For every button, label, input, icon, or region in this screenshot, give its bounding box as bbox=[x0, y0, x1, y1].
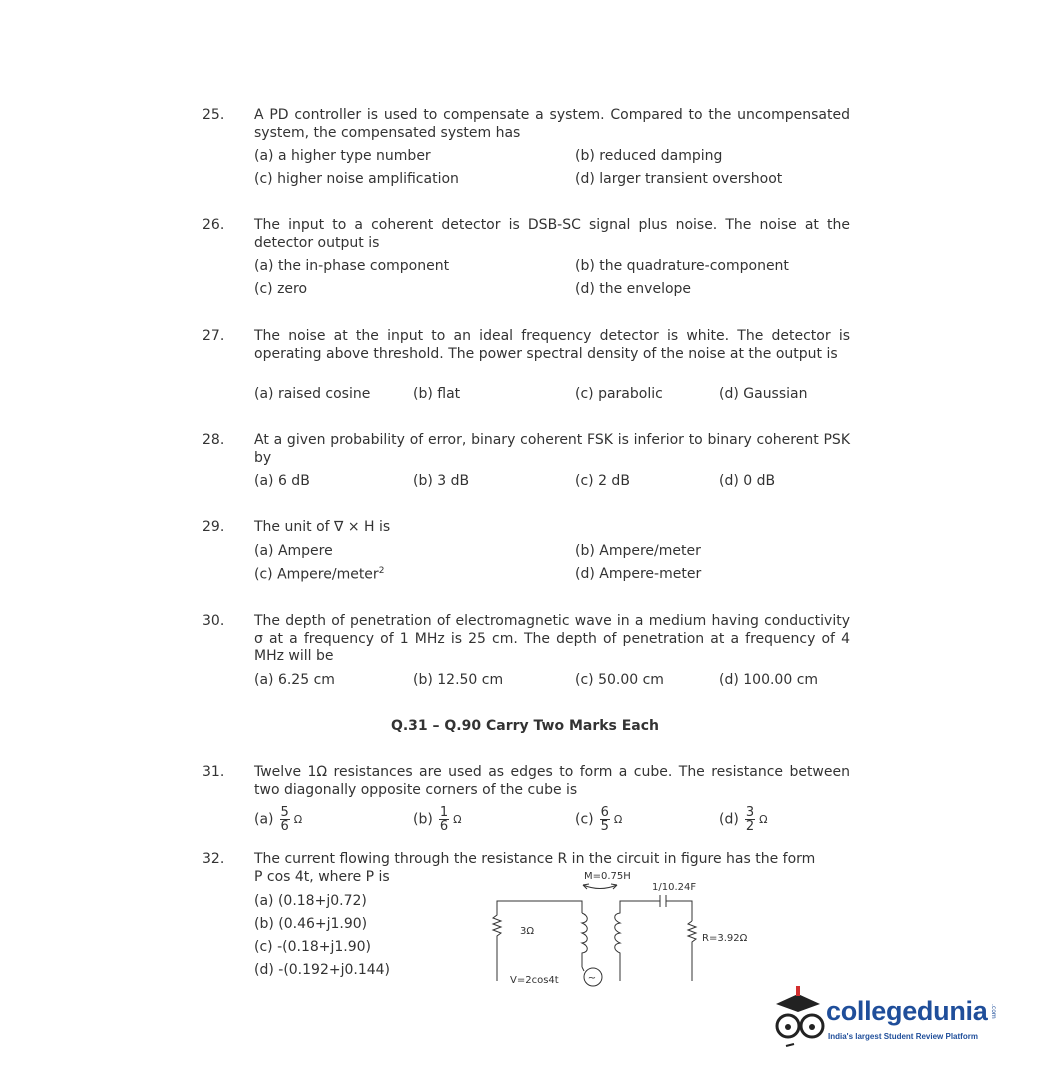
question-text: The unit of ∇ × H is bbox=[254, 519, 391, 535]
question-number: 30. bbox=[202, 613, 225, 629]
option-label: (b) bbox=[413, 811, 433, 828]
denominator: 6 bbox=[280, 819, 289, 834]
option-a: (a) (0.18+j0.72) bbox=[254, 893, 367, 909]
capacitor-label: 1/10.24F bbox=[652, 882, 697, 893]
option-b: (b) the quadrature-component bbox=[575, 258, 789, 274]
question-text: The noise at the input to an ideal frequency detector is white. The detector is operating above threshold. The power spectral density of the noise at the output is bbox=[254, 328, 850, 362]
circuit-diagram bbox=[480, 865, 748, 986]
section-heading: Q.31 – Q.90 Carry Two Marks Each bbox=[390, 718, 660, 734]
question-number: 26. bbox=[202, 217, 225, 233]
wire bbox=[666, 901, 692, 921]
primary-coil bbox=[582, 913, 587, 967]
option-a: (a) 6 dB bbox=[254, 473, 310, 489]
option-d: (d) 100.00 cm bbox=[719, 672, 819, 688]
option-c: (c) -(0.18+j1.90) bbox=[254, 939, 372, 955]
option-c: (c) zero bbox=[254, 281, 308, 297]
denominator: 2 bbox=[745, 819, 755, 834]
option-c: (c) parabolic bbox=[575, 386, 663, 402]
collegedunia-logo-icon bbox=[768, 982, 828, 1052]
source-tilde: ~ bbox=[587, 973, 597, 984]
option-c-text: (c) Ampere/meter bbox=[254, 566, 379, 583]
brand-tagline: India's largest Student Review Platform bbox=[828, 1032, 978, 1041]
option-c bbox=[254, 566, 384, 583]
option-label: (c) bbox=[575, 811, 594, 828]
option-d: (d) Gaussian bbox=[719, 386, 808, 402]
numerator: 1 bbox=[439, 805, 449, 820]
option-c: (c) higher noise amplification bbox=[254, 171, 459, 187]
question-number: 31. bbox=[202, 764, 225, 780]
ohm-unit: Ω bbox=[759, 813, 768, 826]
question-number: 29. bbox=[202, 519, 225, 535]
brand-name: collegedunia bbox=[826, 996, 988, 1026]
numerator: 3 bbox=[745, 805, 755, 820]
fraction bbox=[600, 806, 610, 833]
question-text: A PD controller is used to compensate a system. Compared to the uncompensated system, the compensated system has bbox=[254, 107, 850, 141]
fraction bbox=[745, 806, 755, 833]
resistor-left-label: 3Ω bbox=[520, 926, 535, 937]
mutual-label: M=0.75H bbox=[584, 871, 631, 882]
wire bbox=[497, 901, 582, 913]
option-label: (a) bbox=[254, 811, 274, 828]
option-a: (a) 6.25 cm bbox=[254, 672, 335, 688]
option-b: (b) 3 dB bbox=[413, 473, 470, 489]
question-number: 28. bbox=[202, 432, 225, 448]
denominator: 5 bbox=[600, 819, 609, 834]
option-d: (d) Ampere-meter bbox=[575, 566, 702, 582]
fraction bbox=[439, 806, 449, 833]
resistor-right-label: R=3.92Ω bbox=[702, 933, 748, 944]
secondary-coil bbox=[615, 901, 660, 981]
option-a bbox=[254, 806, 302, 833]
resistor-right bbox=[688, 921, 696, 981]
superscript: 2 bbox=[378, 566, 385, 576]
denominator: 6 bbox=[439, 819, 449, 834]
option-label: (d) bbox=[719, 811, 739, 828]
ohm-unit: Ω bbox=[293, 813, 303, 826]
question-number: 27. bbox=[202, 328, 225, 344]
option-c: (c) 50.00 cm bbox=[575, 672, 664, 688]
numerator: 6 bbox=[600, 805, 609, 820]
option-d: (d) 0 dB bbox=[719, 473, 776, 489]
option-a: (a) Ampere bbox=[254, 543, 333, 559]
ohm-unit: Ω bbox=[453, 813, 462, 826]
numerator: 5 bbox=[280, 805, 289, 820]
option-b bbox=[413, 806, 462, 833]
ohm-unit: Ω bbox=[613, 813, 623, 826]
option-b: (b) Ampere/meter bbox=[575, 543, 701, 559]
option-b: (b) (0.46+j1.90) bbox=[254, 916, 368, 932]
capacitor bbox=[660, 895, 666, 907]
question-number: 25. bbox=[202, 107, 225, 123]
option-a: (a) the in-phase component bbox=[254, 258, 450, 274]
fraction bbox=[280, 806, 290, 833]
mutual-arrow bbox=[583, 885, 617, 889]
option-d: (d) the envelope bbox=[575, 281, 692, 297]
question-text: The current flowing through the resistance R in the circuit in figure has the form bbox=[254, 851, 816, 867]
option-c bbox=[575, 806, 622, 833]
resistor-left bbox=[493, 905, 501, 981]
option-b: (b) reduced damping bbox=[575, 148, 723, 164]
watermark bbox=[768, 982, 1008, 1052]
question-number: 32. bbox=[202, 851, 225, 867]
source-label: V=2cos4t bbox=[510, 975, 559, 986]
option-c: (c) 2 dB bbox=[575, 473, 630, 489]
option-a: (a) a higher type number bbox=[254, 148, 431, 164]
option-d bbox=[719, 806, 768, 833]
brand-suffix: .com bbox=[990, 1004, 997, 1019]
option-d: (d) larger transient overshoot bbox=[575, 171, 783, 187]
question-text: The input to a coherent detector is DSB-SC signal plus noise. The noise at the detector output is bbox=[254, 217, 850, 251]
question-text: At a given probability of error, binary coherent FSK is inferior to binary coherent PSK by bbox=[254, 432, 850, 466]
option-b: (b) 12.50 cm bbox=[413, 672, 504, 688]
question-text: The depth of penetration of electromagnetic wave in a medium having conductivity σ at a frequency of 1 MHz is 25 cm. The depth of penetration at a frequency of 4 MHz will be bbox=[254, 613, 850, 664]
option-b: (b) flat bbox=[413, 386, 461, 402]
option-a: (a) raised cosine bbox=[254, 386, 371, 402]
question-text: Twelve 1Ω resistances are used as edges to form a cube. The resistance between two diagonally opposite corners of the cube is bbox=[254, 764, 850, 798]
option-d: (d) -(0.192+j0.144) bbox=[254, 962, 391, 978]
question-text-line2: P cos 4t, where P is bbox=[254, 869, 390, 885]
